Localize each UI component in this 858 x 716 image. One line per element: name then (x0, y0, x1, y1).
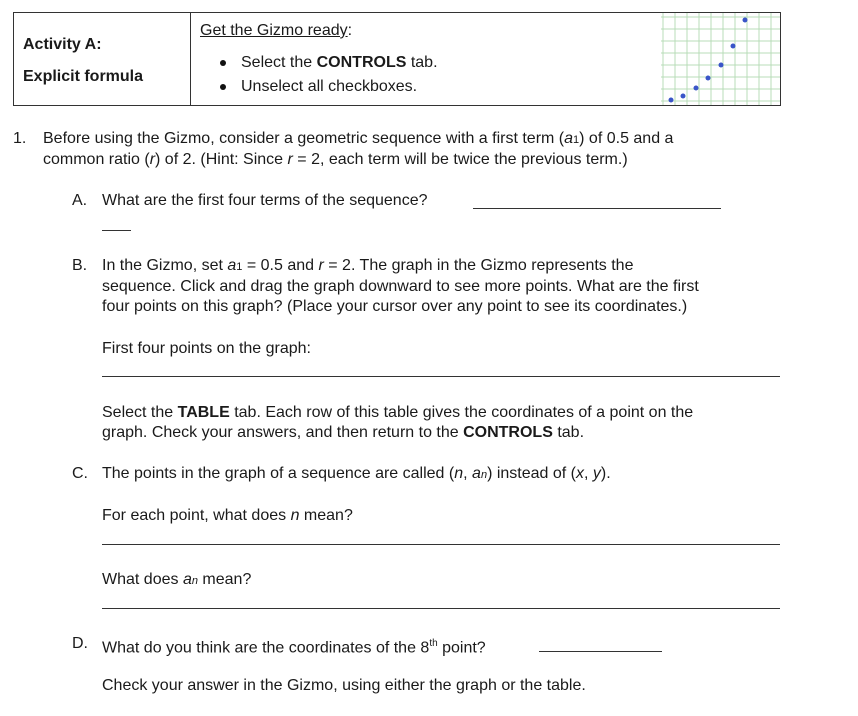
part-c-question-an: What does an mean? (102, 571, 252, 588)
part-d-letter: D. (72, 635, 88, 652)
thumbnail-grid (661, 13, 780, 105)
question-1-line-2: common ratio (r) of 2. (Hint: Since r = 2, each term will be twice the previous term.) (43, 151, 628, 168)
thumbnail-point (743, 18, 748, 23)
thumbnail-point (731, 44, 736, 49)
ready-step-2: Unselect all checkboxes. (241, 75, 780, 99)
part-b-table-instruction: Select the TABLE tab. Each row of this table gives the coordinates of a point on the graph. Check your answers, and then return to the CONTROLS tab. (102, 404, 694, 441)
part-b-prompt: First four points on the graph: (102, 340, 311, 357)
question-number: 1. (13, 130, 27, 147)
part-b-answer-line[interactable] (102, 376, 780, 377)
activity-label: Activity A: (23, 36, 102, 53)
activity-title-cell (14, 13, 191, 105)
part-c-answer-line-n[interactable] (102, 544, 780, 545)
part-b-line-2: sequence. Click and drag the graph downward to see more points. What are the first (102, 278, 699, 295)
part-d-answer-line[interactable] (539, 651, 662, 652)
part-a-answer-line[interactable] (473, 208, 721, 209)
part-c-text: The points in the graph of a sequence are called (n, an) instead of (x, y). (102, 465, 611, 482)
thumbnail-point (694, 86, 699, 91)
part-b-line-1: In the Gizmo, set a1 = 0.5 and r = 2. The graph in the Gizmo represents the (102, 257, 634, 274)
part-a-answer-line-continued[interactable] (102, 230, 131, 231)
ready-title: Get the Gizmo ready (200, 22, 348, 39)
ready-title-line: Get the Gizmo ready: (200, 22, 353, 39)
ready-step-1: Select the CONTROLS tab. (241, 51, 780, 75)
part-b-line-3: four points on this graph? (Place your cursor over any point to see its coordinates.) (102, 298, 688, 315)
thumbnail-point (669, 98, 674, 103)
part-d-question: What do you think are the coordinates of the 8th point? (102, 638, 486, 657)
part-c-question-n: For each point, what does n mean? (102, 507, 353, 524)
part-a-letter: A. (72, 192, 88, 209)
thumbnail-point (706, 76, 711, 81)
activity-header (13, 12, 781, 106)
part-b-letter: B. (72, 257, 88, 274)
gizmo-graph-thumbnail (661, 13, 780, 105)
activity-name: Explicit formula (23, 68, 144, 85)
part-d-check: Check your answer in the Gizmo, using either the graph or the table. (102, 677, 586, 694)
part-a-question: What are the first four terms of the sequence? (102, 192, 428, 209)
question-1-text (43, 129, 803, 170)
part-c-answer-line-an[interactable] (102, 608, 780, 609)
thumbnail-points (669, 18, 748, 103)
gizmo-ready-cell (191, 13, 780, 105)
part-c-letter: C. (72, 465, 88, 482)
thumbnail-point (681, 94, 686, 99)
thumbnail-point (719, 63, 724, 68)
part-b-text (102, 256, 802, 317)
question-1-line-1: Before using the Gizmo, consider a geometric sequence with a first term (a1) of 0.5 and a (43, 130, 674, 147)
